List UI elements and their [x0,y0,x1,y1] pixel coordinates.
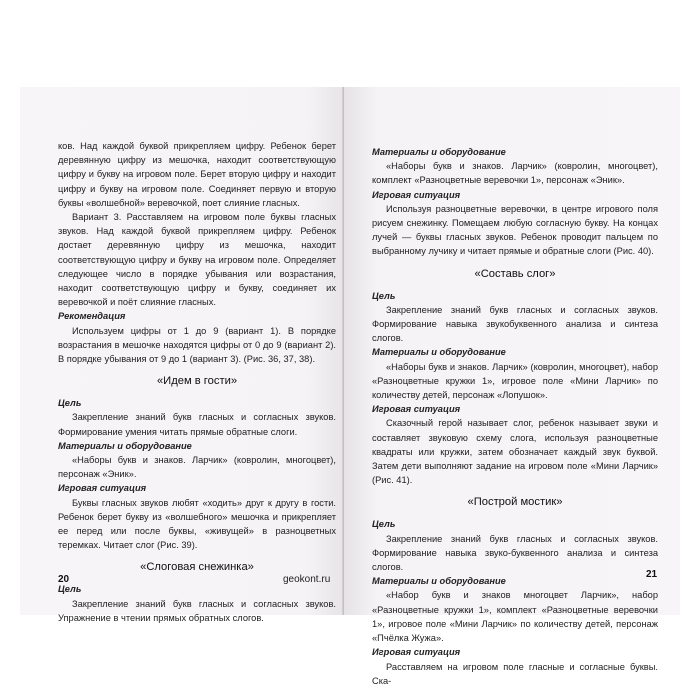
open-book [20,87,680,686]
subsection-heading: Рекомендация [58,311,126,322]
subsection-heading: Материалы и оборудование [372,576,506,587]
paragraph: Используем цифры от 1 до 9 (вариант 1). В порядке возрастания в мешочке находятся цифры от 0 до 9 (вариант 2). В порядке убывания от 9 до 1 (вариант 3). (Рис. 36, 37, 38). [58,325,336,365]
subsection-heading: Игровая ситуация [58,483,147,494]
right-page-content [372,145,658,688]
section-title: «Составь слог» [474,267,556,280]
paragraph: «Наборы букв и знаков. Ларчик» (ковролин, многоцвет), комплект «Разноцветные веревочки 1», персонаж «Эник». [372,161,658,186]
left-page-content [58,139,336,625]
paragraph: ков. Над каждой буквой прикрепляем цифру. Ребенок берет деревянную цифру из мешочка, находит соответствующую цифру и букву на игровом поле. Берет вторую цифру и находит цифру и букву на игровом поле. Соединяет первую и вторую буквы «волшебной» веревочкой, поет слияние гласных. [58,141,336,208]
section-title: «Слоговая снежинка» [140,561,254,574]
paragraph: Закрепление знаний букв гласных и согласных звуков. Формирование умения читать прямые обратные слоги. [58,412,336,437]
subsection-heading: Материалы и оборудование [372,147,506,157]
subsection-heading: Игровая ситуация [372,647,461,658]
paragraph: Вариант 3. Расставляем на игровом поле буквы гласных звуков. Над каждой буквой прикрепляем цифру. Ребенок достает деревянную цифру из мешочка, находит соответствующую цифру и букву на игровом поле. Определяет следующее число в порядке убывания или возрастания, находит соответствующую цифру и букву, соединяет их веревочкой и поёт слияние гласных. [58,212,336,308]
subsection-heading: Материалы и оборудование [372,347,506,358]
subsection-heading: Игровая ситуация [372,189,461,200]
subsection-heading: Цель [372,519,396,530]
subsection-heading: Цель [58,584,82,595]
left-page-number: 20 [58,574,70,585]
section-title: «Построй мостик» [467,496,563,509]
section-title: «Идем в гости» [156,375,238,388]
paragraph: «Наборы букв и знаков. Ларчик» (ковролин, многоцвет), набор «Разноцветные кружки 1», игровое поле «Мини Ларчик» по количеству детей, персонаж «Лопушок». [372,361,658,401]
subsection-heading: Цель [372,290,396,301]
paragraph: Закрепление знаний букв гласных и согласных звуков. Формирование навыка звукобуквенного анализа и синтеза слогов. [372,304,658,344]
paragraph: «Набор букв и знаков многоцвет Ларчик», набор «Разноцветные кружки 1», комплект «Разноцветные веревочки 1», игровое поле «Мини Ларчик» по количеству детей, персонаж «Пчёлка Жужа». [372,590,658,644]
subsection-heading: Цель [58,398,82,409]
paragraph: Сказочный герой называет слог, ребенок называет звуки и составляет звуковую схему слога, используя разноцветные квадраты или кружки, затем обозначает каждый звук буквой. Затем дети выполняют задание на игровом поле «Мини Ларчик» (Рис. 41). [372,418,658,486]
subsection-heading: Игровая ситуация [372,404,461,415]
footer-site-url: geokont.ru [283,574,331,585]
paragraph: Закрепление знаний букв гласных и согласных звуков. Формирование навыка звуко-буквенного анализа и синтеза слогов. [372,533,658,573]
left-page [20,87,346,623]
paragraph: Буквы гласных звуков любят «ходить» друг к другу в гости. Ребенок берет букву из «волшебного» мешочка и прикрепляет ее перед или после буквы, «живущей» в разноцветных теремках. Читает слог (Рис. 39). [58,497,336,551]
right-page-number: 21 [646,569,658,580]
paragraph: Используя разноцветные веревочки, в центре игрового поля рисуем снежинку. Помещаем любую согласную букву. На концах лучей — буквы гласных звуков. Ребенок проводит пальцем по выбранному лучику и читает прямые и обратные слоги (Рис. 40). [372,203,658,257]
subsection-heading: Материалы и оборудование [58,440,192,451]
right-page [344,87,680,686]
paragraph: Расставляем на игровом поле гласные и согласные буквы. Ска- [372,661,658,686]
paragraph: Закрепление знаний букв гласных и согласных звуков. Упражнение в чтении прямых обратных слогов. [58,598,336,623]
paragraph: «Наборы букв и знаков. Ларчик» (ковролин, многоцвет), персонаж «Эник». [58,455,336,480]
